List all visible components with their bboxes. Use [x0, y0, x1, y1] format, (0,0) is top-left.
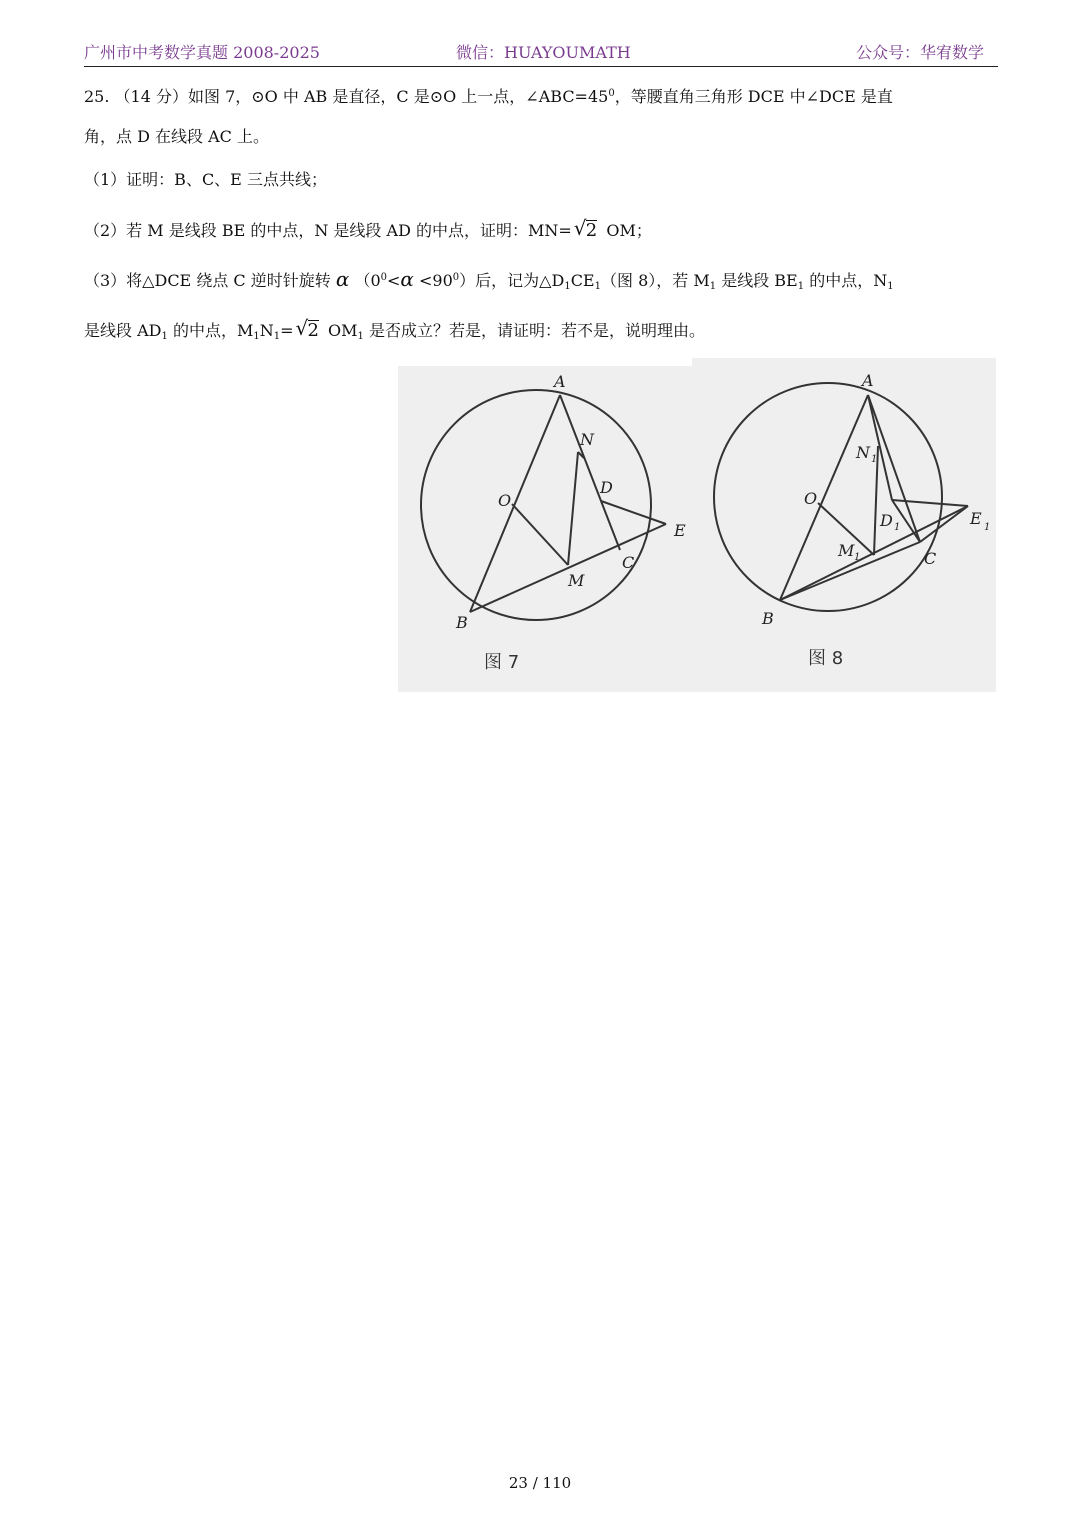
- q3-l2-text-f: 是否成立？若是，请证明：若不是，说明理由。: [363, 321, 706, 340]
- page-number: 23 / 110: [508, 1474, 572, 1492]
- q3-sub: 1: [273, 331, 281, 342]
- question-1: （1）证明：B、C、E 三点共线；: [84, 170, 327, 189]
- q3-sub: 1: [357, 331, 364, 342]
- radical-sign: √: [295, 316, 309, 340]
- fig8-label-b: B: [762, 609, 774, 628]
- q3-sub: 1: [709, 281, 717, 292]
- question-3-line2: [84, 316, 706, 349]
- problem-intro-text: 如图 7，⊙O 中 AB 是直径，C 是⊙O 上一点，∠ABC=45: [188, 87, 609, 106]
- page-header: [84, 40, 998, 67]
- fig7-label-n: N: [580, 430, 594, 449]
- q3-l2-text-d: =: [280, 321, 294, 340]
- problem-intro-line2: 角，点 D 在线段 AC 上。: [84, 127, 269, 146]
- fig8-label-n: N: [856, 443, 870, 462]
- fig7-label-b: B: [456, 613, 468, 632]
- fig7-label-m: M: [568, 571, 585, 590]
- fig8-label-e-sub: 1: [984, 522, 991, 533]
- radicand: 2: [585, 220, 598, 241]
- alpha-symbol-2: α: [400, 267, 414, 291]
- q3-sub: 1: [797, 281, 805, 292]
- fig8-label-c: C: [924, 549, 937, 568]
- q3-l2-text-c: N: [259, 321, 274, 340]
- fig8-label-m: M: [838, 541, 855, 560]
- problem-score: （14 分）: [114, 87, 188, 106]
- sqrt-two: [573, 216, 598, 243]
- q3-l2-text-e: OM: [322, 321, 358, 340]
- q3-sub: 1: [594, 281, 601, 292]
- fig8-label-d-sub: 1: [894, 522, 901, 533]
- header-account: 公众号：华宥数学: [855, 43, 984, 62]
- fig8-caption: 图 8: [808, 648, 844, 669]
- fig7-label-o: O: [498, 491, 512, 510]
- alpha-symbol: α: [335, 267, 350, 291]
- problem-intro-text-b: ，等腰直角三角形 DCE 中∠DCE 是直: [614, 87, 893, 106]
- degree-sup: 0: [608, 88, 615, 99]
- fig7-label-e: E: [674, 521, 686, 540]
- fig8-label-d: D: [880, 511, 893, 530]
- q3-sup-90: 0: [452, 272, 460, 283]
- fig7-label-c: C: [622, 553, 635, 572]
- fig8-label-o: O: [804, 489, 818, 508]
- q3-sub: 1: [253, 331, 260, 342]
- radicand: 2: [307, 320, 319, 341]
- fig7-caption: 图 7: [484, 652, 520, 673]
- q3-text-9: 的中点，N: [804, 271, 888, 290]
- question-2: [84, 216, 652, 243]
- q3-text-7: （图 8），若 M: [600, 271, 710, 290]
- fig7-label-a: A: [554, 372, 566, 391]
- q3-sub: 1: [161, 331, 168, 342]
- q3-sub: 1: [564, 281, 571, 292]
- figure8-background: [692, 358, 996, 692]
- fig7-label-d: D: [600, 478, 613, 497]
- fig8-label-n-sub: 1: [871, 454, 878, 465]
- question-2-text: （2）若 M 是线段 BE 的中点，N 是线段 AD 的中点，证明：MN=: [84, 221, 572, 240]
- question-2-tail: OM；: [601, 221, 652, 240]
- problem-number: 25.: [84, 87, 110, 106]
- geometry-figures: [398, 358, 996, 692]
- figures-svg: [398, 358, 996, 692]
- q3-text-6: CE: [570, 271, 595, 290]
- header-wechat: 微信：HUAYOUMATH: [456, 43, 631, 62]
- fig8-label-e: E: [970, 509, 982, 528]
- q3-text-3: <: [387, 271, 401, 290]
- fig8-label-m-sub: 1: [854, 552, 861, 563]
- q3-sup-0: 0: [380, 272, 388, 283]
- problem-intro-line1: [84, 82, 893, 109]
- q3-text-4: <90: [413, 271, 453, 290]
- q3-text-8: 是线段 BE: [716, 271, 798, 290]
- question-3-line1: [84, 266, 894, 299]
- q3-l2-text-b: 的中点，M: [167, 321, 254, 340]
- fig8-label-a: A: [862, 371, 874, 390]
- q3-text-1: （3）将△DCE 绕点 C 逆时针旋转: [84, 271, 331, 290]
- sqrt-two-q3: [295, 316, 319, 343]
- radical-sign: √: [573, 216, 587, 240]
- q3-text-5: ）后，记为△D: [459, 271, 565, 290]
- q3-sub: 1: [887, 281, 894, 292]
- header-title: 广州市中考数学真题 2008-2025: [84, 43, 320, 62]
- q3-l2-text-a: 是线段 AD: [84, 321, 162, 340]
- q3-text-2: （0: [354, 271, 381, 290]
